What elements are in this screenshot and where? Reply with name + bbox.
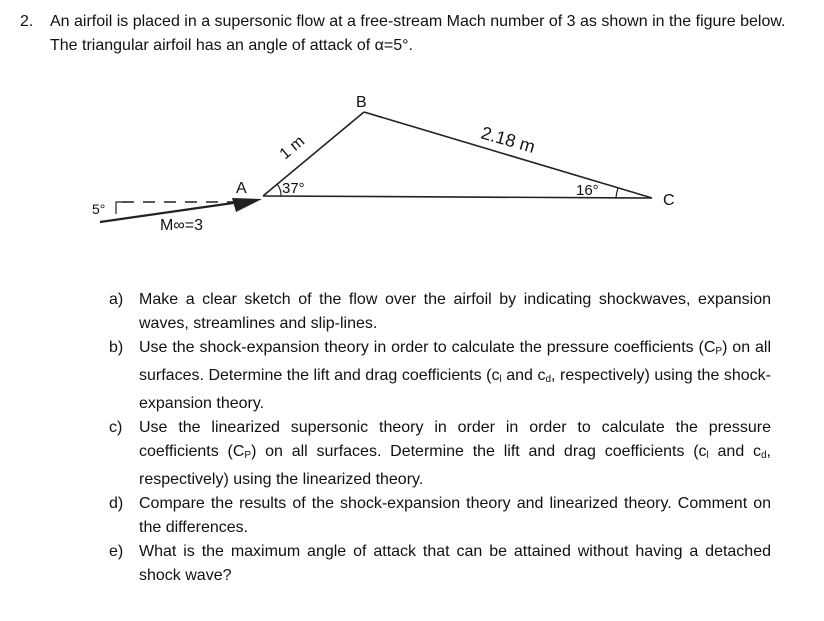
airfoil-surface-bc [364,112,652,198]
subscript: l [706,450,709,461]
question-parts-list [0,288,824,588]
subscript: P [244,450,252,461]
part-text [139,416,771,492]
text-run: ) on all surfaces. Determine the lift and drag coefficients (c [251,443,707,460]
question-text: An airfoil is placed in a supersonic flow at a free-stream Mach number of 3 as shown in the figure below. The triangular airfoil has an angle of attack of α=5°. [50,13,786,54]
text-run: and c [501,367,546,384]
vertex-c-label: C [663,192,675,209]
angle-bracket-5deg [116,202,122,214]
part-text [139,336,771,416]
part-letter: a) [109,291,124,308]
part-letter: c) [109,419,123,436]
airfoil-surface-ab [263,112,364,196]
subscript: d [545,374,552,385]
vertex-a-label: A [236,180,247,197]
question-part-d [0,492,824,540]
subscript: d [760,450,767,461]
text-run: , respectively) using the shock-expansion theory. [139,367,772,412]
part-letter: b) [109,339,124,356]
mach-label: M∞=3 [160,217,203,234]
side-bc-label: 2.18 m [478,122,538,158]
text-run: ) on all surfaces. Determine the lift and drag coefficients (c [139,339,771,384]
question-number: 2. [20,13,34,30]
flow-angle-label: 5° [92,201,106,217]
part-text: Make a clear sketch of the flow over the airfoil by indicating shockwaves, expansion waves, streamlines and slip-lines. [139,291,771,332]
question-part-b [0,336,824,416]
text-run: Use the shock-expansion theory in order to calculate the pressure coefficients (C [139,339,716,356]
airfoil-figure [0,0,824,290]
angle-arc-c [616,188,618,198]
angle-arc-a [277,184,281,196]
part-letter: d) [109,495,124,512]
side-ab-label: 1 m [276,132,309,164]
vertex-b-label: B [356,94,367,111]
subscript: P [715,346,723,357]
text-run: Use the linearized supersonic theory in order in order to calculate the pressure coefficients (C [139,419,771,460]
text-run: , respectively) using the linearized theory. [139,443,771,488]
angle-c-label: 16° [576,182,599,199]
text-run: and c [708,443,761,460]
question-part-c [0,416,824,492]
part-letter: e) [109,543,124,560]
subscript: l [499,374,502,385]
freestream-arrowhead [232,198,262,212]
angle-a-label: 37° [282,180,305,197]
question-part-e [0,540,824,588]
part-text: Compare the results of the shock-expansion theory and linearized theory. Comment on the differences. [139,495,771,536]
part-text: What is the maximum angle of attack that can be attained without having a detached shock wave? [139,543,771,584]
question-part-a [0,288,824,336]
